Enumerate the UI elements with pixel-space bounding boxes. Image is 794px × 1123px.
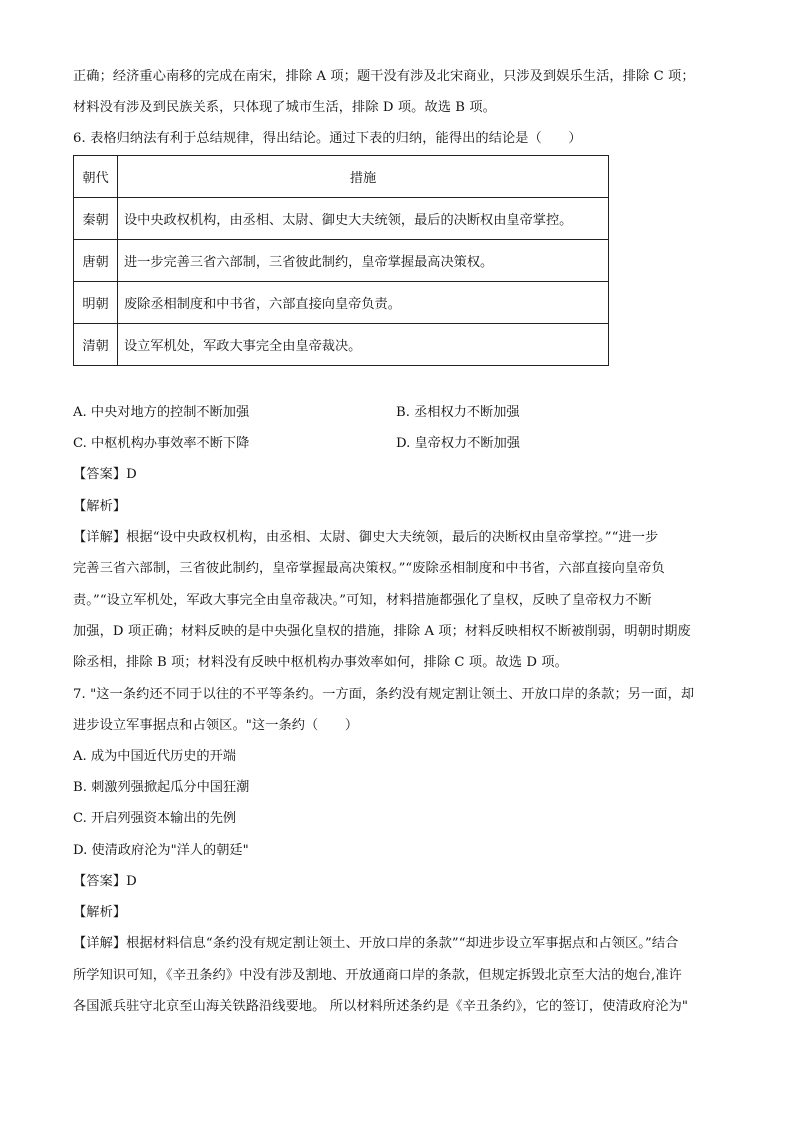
table-row <box>74 198 609 240</box>
table-header-row <box>74 156 609 198</box>
question-6-stem: 6. 表格归纳法有利于总结规律，得出结论。通过下表的归纳，能得出的结论是（ ） <box>73 131 582 146</box>
dynasty-table <box>73 155 609 366</box>
option-d: D. 使清政府沦为"洋人的朝廷" <box>73 843 249 858</box>
table-cell: 设立军机处，军政大事完全由皇帝裁决。 <box>118 324 609 366</box>
option-b: B. 丞相权力不断加强 <box>396 405 520 420</box>
detail-line: 完善三省六部制，三省彼此制约，皇帝掌握最高决策权。”“废除丞相制度和中书省，六部直接向皇帝负 <box>73 561 665 576</box>
detail-line: 【详解】根据材料信息“条约没有规定割让领土、开放口岸的条款”“却进步设立军事据点和占领区。”结合 <box>73 936 679 951</box>
detail-line: 【详解】根据“设中央政权机构，由丞相、太尉、御史大夫统领，最后的决断权由皇帝掌控。”“进一步 <box>73 530 659 545</box>
table-header-cell: 措施 <box>118 156 609 198</box>
table-row <box>74 282 609 324</box>
analysis-label: 【解析】 <box>73 905 127 920</box>
table-cell: 废除丞相制度和中书省，六部直接向皇帝负责。 <box>118 282 609 324</box>
answer-label: 【答案】D <box>73 874 137 889</box>
option-b: B. 刺激列强掀起瓜分中国狂潮 <box>73 780 250 795</box>
table-row <box>74 240 609 282</box>
option-c: C. 开启列强资本输出的先例 <box>73 811 237 826</box>
answer-label: 【答案】D <box>73 467 137 482</box>
table-cell: 设中央政权机构，由丞相、太尉、御史大夫统领，最后的决断权由皇帝掌控。 <box>118 198 609 240</box>
option-c: C. 中枢机构办事效率不断下降 <box>73 436 250 451</box>
table-cell: 清朝 <box>74 324 118 366</box>
table-cell: 秦朝 <box>74 198 118 240</box>
detail-line: 责。”“设立军机处，军政大事完全由皇帝裁决。”可知，材料措施都强化了皇权，反映了皇帝权力不断 <box>73 593 652 608</box>
table-row <box>74 324 609 366</box>
option-a: A. 成为中国近代历史的开端 <box>73 749 236 764</box>
table-cell: 进一步完善三省六部制，三省彼此制约，皇帝掌握最高决策权。 <box>118 240 609 282</box>
detail-line: 加强，D 项正确；材料反映的是中央强化皇权的措施，排除 A 项；材料反映相权不断被削弱，明朝时期废 <box>73 624 691 639</box>
question-7-stem: 7. "这一条约还不同于以往的不平等条约。一方面，条约没有规定割让领土、开放口岸的条款；另一面，却 <box>73 687 695 702</box>
detail-line: 所学知识可知，《辛丑条约》中没有涉及割地、开放通商口岸的条款，但规定拆毁北京至大沽的炮台,准许 <box>73 968 682 983</box>
table-cell: 明朝 <box>74 282 118 324</box>
detail-line: 除丞相，排除 B 项；材料没有反映中枢机构办事效率如何，排除 C 项。故选 D 项。 <box>73 655 568 670</box>
text-line: 材料没有涉及到民族关系，只体现了城市生活，排除 D 项。故选 B 项。 <box>73 100 496 115</box>
option-a: A. 中央对地方的控制不断加强 <box>73 405 250 420</box>
analysis-label: 【解析】 <box>73 499 127 514</box>
table-cell: 唐朝 <box>74 240 118 282</box>
text-line: 正确；经济重心南移的完成在南宋，排除 A 项；题干没有涉及北宋商业，只涉及到娱乐生活，排除 C 项； <box>73 69 695 84</box>
question-7-stem: 进步设立军事据点和占领区。"这一条约（ ） <box>73 718 359 733</box>
option-d: D. 皇帝权力不断加强 <box>396 436 520 451</box>
detail-line: 各国派兵驻守北京至山海关铁路沿线要地。 所以材料所述条约是《辛丑条约》，它的签订，使清政府沦为" <box>73 999 689 1014</box>
table-header-cell: 朝代 <box>74 156 118 198</box>
